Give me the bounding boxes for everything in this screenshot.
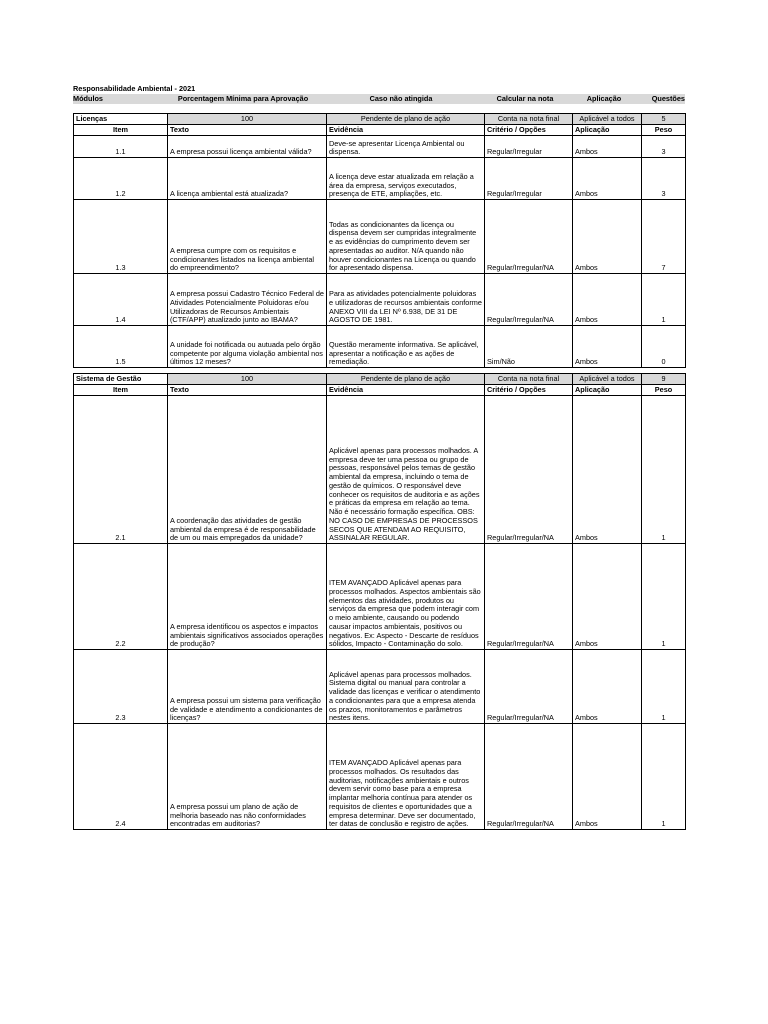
document-title: Responsabilidade Ambiental - 2021: [73, 84, 196, 93]
module-percent: 100: [168, 114, 327, 125]
module-row: [74, 114, 686, 125]
col-questoes: Questões: [651, 94, 685, 103]
module-questions: 5: [642, 114, 686, 125]
item-header-row: [74, 385, 686, 396]
module-calc: Conta na nota final: [485, 114, 573, 125]
item-evidence: Questão meramente informativa. Se aplicável, apresentar a notificação e as ações de remediação.: [327, 326, 485, 368]
table-row: [74, 650, 686, 724]
item-text: A coordenação das atividades de gestão ambiental da empresa é de responsabilidade de um ou mais empregados da unidade?: [168, 396, 327, 544]
item-number: 1.3: [74, 200, 168, 274]
hdr-texto: Texto: [168, 125, 327, 136]
item-evidence: Aplicável apenas para processos molhados. Sistema digital ou manual para controlar a validade das licenças e verificar o atendimento a condicionantes para que a empresa atenda os prazos, monitoramentos e parâmetros nestes itens.: [327, 650, 485, 724]
item-criteria: Regular/Irregular: [485, 136, 573, 158]
item-application: Ambos: [573, 326, 642, 368]
item-criteria: Regular/Irregular/NA: [485, 200, 573, 274]
item-application: Ambos: [573, 158, 642, 200]
module-questions: 9: [642, 374, 686, 385]
item-number: 2.1: [74, 396, 168, 544]
hdr-texto: Texto: [168, 385, 327, 396]
item-application: Ambos: [573, 274, 642, 326]
hdr-criterio: Critério / Opções: [485, 125, 573, 136]
item-application: Ambos: [573, 136, 642, 158]
col-porcentagem: Porcentagem Mínima para Aprovação: [177, 94, 309, 103]
module-row: [74, 374, 686, 385]
item-text: A empresa possui um sistema para verificação de validade e atendimento a condicionantes de licenças?: [168, 650, 327, 724]
module-applies: Aplicável a todos: [573, 114, 642, 125]
item-criteria: Regular/Irregular/NA: [485, 274, 573, 326]
item-application: Ambos: [573, 200, 642, 274]
item-application: Ambos: [573, 650, 642, 724]
table-row: [74, 274, 686, 326]
item-weight: 3: [642, 158, 686, 200]
hdr-item: Item: [74, 125, 168, 136]
hdr-evidencia: Evidência: [327, 385, 485, 396]
hdr-criterio: Critério / Opções: [485, 385, 573, 396]
table-row: [74, 326, 686, 368]
module-case: Pendente de plano de ação: [327, 114, 485, 125]
item-weight: 1: [642, 274, 686, 326]
item-criteria: Regular/Irregular: [485, 158, 573, 200]
module-name: Sistema de Gestão: [74, 374, 168, 385]
item-application: Ambos: [573, 396, 642, 544]
item-text: A licença ambiental está atualizada?: [168, 158, 327, 200]
col-caso: Caso não atingida: [369, 94, 433, 103]
col-modulos: Módulos: [73, 94, 103, 103]
table-row: [74, 724, 686, 830]
item-weight: 1: [642, 724, 686, 830]
module-table-licencas: [73, 113, 686, 368]
item-criteria: Sim/Não: [485, 326, 573, 368]
item-text: A empresa possui Cadastro Técnico Federal de Atividades Potencialmente Poluidoras e/ou Utilizadoras de Recursos Ambientais (CTF/APP) atualizado junto ao IBAMA?: [168, 274, 327, 326]
modules-column-header: [73, 94, 685, 104]
table-row: [74, 544, 686, 650]
item-criteria: Regular/Irregular/NA: [485, 396, 573, 544]
spreadsheet-page: [73, 84, 685, 835]
item-evidence: Aplicável apenas para processos molhados. A empresa deve ter uma pessoa ou grupo de pessoas, responsável pelos temas de gestão ambiental da empresa, incluindo o tema de gestão de químicos. O responsável deve conhecer os requisitos de auditoria e as ações e práticas da empresa em relação ao tema. Não é necessário formação específica. OBS: NO CASO DE EMPRESAS DE PROCESSOS SECOS QUE ATENDAM AO REQUISITO, ASSINALAR REGULAR.: [327, 396, 485, 544]
item-text: A empresa possui licença ambiental válida?: [168, 136, 327, 158]
item-criteria: Regular/Irregular/NA: [485, 544, 573, 650]
item-application: Ambos: [573, 544, 642, 650]
item-criteria: Regular/Irregular/NA: [485, 650, 573, 724]
hdr-evidencia: Evidência: [327, 125, 485, 136]
item-weight: 7: [642, 200, 686, 274]
module-applies: Aplicável a todos: [573, 374, 642, 385]
module-calc: Conta na nota final: [485, 374, 573, 385]
item-weight: 1: [642, 650, 686, 724]
item-number: 1.1: [74, 136, 168, 158]
hdr-item: Item: [74, 385, 168, 396]
item-evidence: ITEM AVANÇADO Aplicável apenas para processos molhados. Aspectos ambientais são elementos das atividades, produtos ou serviços da empresa que podem interagir com o meio ambiente, causando ou podendo causar impactos ambientais, positivos ou negativos. Ex: Aspecto - Descarte de resíduos sólidos, Impacto - Contaminação do solo.: [327, 544, 485, 650]
item-number: 1.2: [74, 158, 168, 200]
item-text: A empresa cumpre com os requisitos e condicionantes listados na licença ambiental do empreendimento?: [168, 200, 327, 274]
item-weight: 0: [642, 326, 686, 368]
module-case: Pendente de plano de ação: [327, 374, 485, 385]
module-table-sistema-de-gestao: [73, 373, 686, 830]
table-row: [74, 200, 686, 274]
item-evidence: Deve-se apresentar Licença Ambiental ou dispensa.: [327, 136, 485, 158]
item-evidence: Todas as condicionantes da licença ou dispensa devem ser cumpridas integralmente e as evidências do cumprimento devem ser apresentadas ao auditor. N/A quando não houver condicionantes na Licença ou quando for apresentado dispensa.: [327, 200, 485, 274]
item-application: Ambos: [573, 724, 642, 830]
hdr-peso: Peso: [642, 125, 686, 136]
col-calcular: Calcular na nota: [496, 94, 554, 103]
item-evidence: Para as atividades potencialmente poluidoras e utilizadoras de recursos ambientais conforme ANEXO VIII da LEI Nº 6.938, DE 31 DE AGOSTO DE 1981.: [327, 274, 485, 326]
item-text: A empresa identificou os aspectos e impactos ambientais significativos associados operações de produção?: [168, 544, 327, 650]
item-number: 1.4: [74, 274, 168, 326]
item-header-row: [74, 125, 686, 136]
module-percent: 100: [168, 374, 327, 385]
table-row: [74, 396, 686, 544]
hdr-aplicacao: Aplicação: [573, 385, 642, 396]
col-aplicacao: Aplicação: [586, 94, 622, 103]
hdr-peso: Peso: [642, 385, 686, 396]
item-evidence: ITEM AVANÇADO Aplicável apenas para processos molhados. Os resultados das auditorias, notificações ambientais e outros devem servir como base para a empresa implantar melhoria contínua para atender os requisitos de clientes e oportunidades que a empresa determinar. Deve ser documentado, ter datas de conclusão e registro de ações.: [327, 724, 485, 830]
table-row: [74, 158, 686, 200]
item-number: 2.3: [74, 650, 168, 724]
item-text: A empresa possui um plano de ação de melhoria baseado nas não conformidades encontradas em auditorias?: [168, 724, 327, 830]
item-number: 2.2: [74, 544, 168, 650]
item-weight: 1: [642, 544, 686, 650]
item-number: 2.4: [74, 724, 168, 830]
item-weight: 3: [642, 136, 686, 158]
hdr-aplicacao: Aplicação: [573, 125, 642, 136]
module-name: Licenças: [74, 114, 168, 125]
item-evidence: A licença deve estar atualizada em relação a área da empresa, serviços executados, presença de ETE, ampliações, etc.: [327, 158, 485, 200]
item-text: A unidade foi notificada ou autuada pelo órgão competente por alguma violação ambiental nos últimos 12 meses?: [168, 326, 327, 368]
item-weight: 1: [642, 396, 686, 544]
item-number: 1.5: [74, 326, 168, 368]
table-row: [74, 136, 686, 158]
item-criteria: Regular/Irregular/NA: [485, 724, 573, 830]
